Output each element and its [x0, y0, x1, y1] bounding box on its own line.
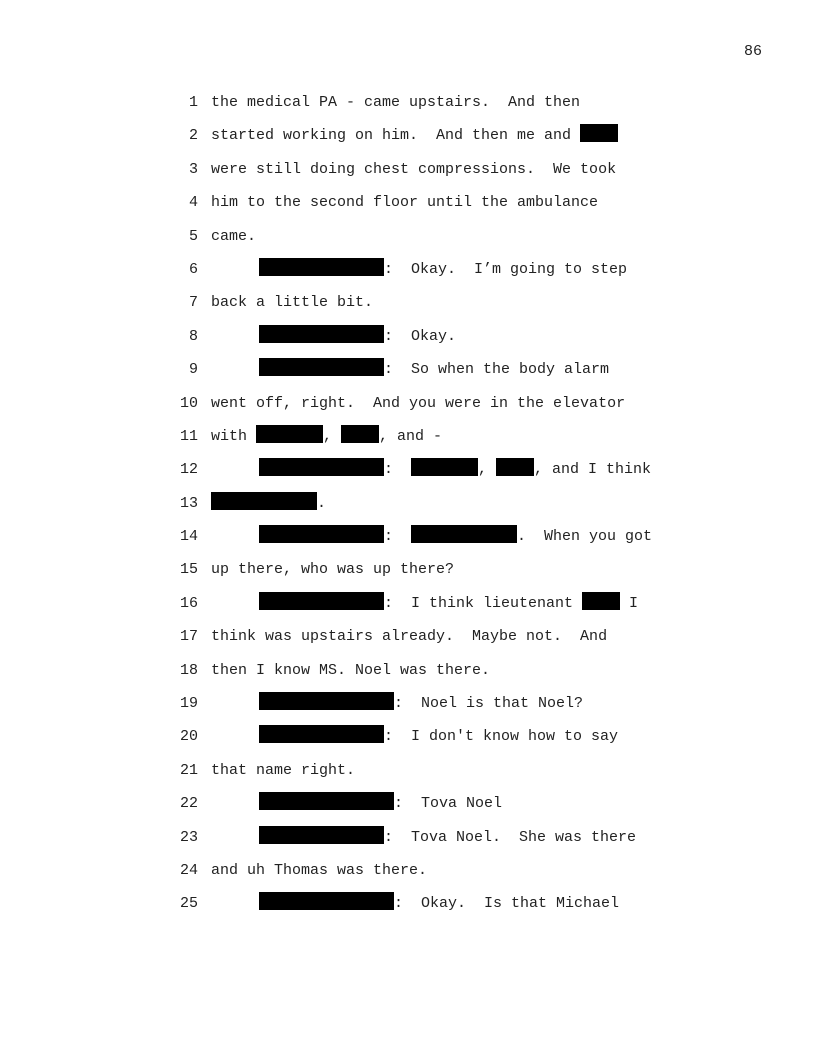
line-number: 3 — [188, 160, 198, 178]
text-segment: came. — [211, 227, 257, 245]
line-text — [259, 457, 651, 483]
line-number: 5 — [188, 227, 198, 245]
redaction-box — [259, 725, 384, 743]
line-number: 10 — [179, 394, 198, 412]
line-number: 16 — [179, 594, 198, 612]
line-number: 11 — [179, 427, 198, 445]
line-text — [211, 123, 618, 149]
text-segment: : So when the body alarm — [384, 361, 610, 379]
text-segment: , — [478, 461, 497, 479]
text-segment: then I know MS. Noel was there. — [211, 661, 491, 679]
redaction-box — [411, 525, 517, 543]
line-number: 25 — [179, 895, 198, 913]
redaction-box — [259, 325, 384, 343]
line-number: 22 — [179, 795, 198, 813]
transcript-line — [0, 658, 816, 691]
text-segment: that name right. — [211, 761, 356, 779]
text-segment: up there, who was up there? — [211, 561, 455, 579]
redaction-box — [341, 425, 379, 443]
transcript-line — [0, 691, 816, 724]
redaction-box — [211, 492, 317, 510]
line-text — [259, 257, 627, 283]
text-segment: with — [211, 427, 257, 445]
line-number: 4 — [188, 194, 198, 212]
text-segment: I — [620, 594, 639, 612]
transcript-line — [0, 190, 816, 223]
line-text — [259, 591, 638, 617]
line-number: 1 — [188, 94, 198, 111]
line-number: 7 — [188, 294, 198, 312]
transcript-line — [0, 524, 816, 557]
transcript-line — [0, 891, 816, 924]
text-segment: , and - — [379, 427, 443, 445]
line-number: 8 — [188, 327, 198, 345]
line-text — [211, 224, 256, 250]
line-text — [211, 858, 427, 884]
transcript-line — [0, 825, 816, 858]
page-number: 86 — [743, 43, 762, 60]
line-number: 23 — [179, 828, 198, 846]
transcript-line — [0, 557, 816, 590]
text-segment: : Okay. I’m going to step — [384, 260, 628, 278]
text-segment: : Okay. — [384, 327, 457, 345]
line-number: 15 — [179, 561, 198, 579]
redaction-box — [259, 792, 394, 810]
text-segment: started working on him. And then me and — [211, 127, 581, 145]
transcript-line — [0, 357, 816, 390]
transcript-line — [0, 290, 816, 323]
line-number: 17 — [179, 628, 198, 646]
text-segment: think was upstairs already. Maybe not. And — [211, 628, 608, 646]
transcript-line — [0, 791, 816, 824]
transcript-line — [0, 424, 816, 457]
transcript-line — [0, 123, 816, 156]
text-segment: : Tova Noel. She was there — [384, 828, 637, 846]
line-text — [259, 791, 502, 817]
line-text — [211, 190, 598, 216]
transcript-line — [0, 391, 816, 424]
line-number: 18 — [179, 661, 198, 679]
redaction-box — [259, 258, 384, 276]
text-segment: , — [323, 427, 342, 445]
transcript-line — [0, 324, 816, 357]
redaction-box — [259, 892, 394, 910]
transcript-line — [0, 858, 816, 891]
line-text — [211, 391, 625, 417]
line-number: 14 — [179, 528, 198, 546]
line-text — [259, 891, 619, 917]
line-text — [259, 524, 652, 550]
line-text — [259, 724, 618, 750]
redaction-box — [259, 458, 384, 476]
transcript-line — [0, 758, 816, 791]
text-segment: : I don't know how to say — [384, 728, 619, 746]
redaction-box — [411, 458, 478, 476]
line-text — [211, 624, 607, 650]
transcript-line — [0, 224, 816, 257]
redaction-box — [580, 124, 618, 142]
text-segment: , and I think — [534, 461, 652, 479]
line-number: 12 — [179, 461, 198, 479]
line-text — [211, 90, 580, 116]
transcript-line — [0, 257, 816, 290]
line-text — [259, 324, 456, 350]
redaction-box — [496, 458, 534, 476]
text-segment: : Tova Noel — [394, 795, 503, 813]
transcript-line — [0, 90, 816, 123]
line-number: 21 — [179, 761, 198, 779]
line-number: 6 — [188, 260, 198, 278]
text-segment: and uh Thomas was there. — [211, 861, 428, 879]
text-segment: . When you got — [517, 528, 653, 546]
text-segment: him to the second floor until the ambulance — [211, 194, 599, 212]
transcript-line — [0, 457, 816, 490]
text-segment: were still doing chest compressions. We took — [211, 160, 617, 178]
transcript-line — [0, 624, 816, 657]
line-text — [211, 491, 326, 517]
transcript-line — [0, 491, 816, 524]
text-segment: went off, right. And you were in the elevator — [211, 394, 626, 412]
text-segment: : I think lieutenant — [384, 594, 583, 612]
line-text — [211, 758, 355, 784]
line-number: 9 — [188, 361, 198, 379]
line-number: 19 — [179, 695, 198, 713]
redaction-box — [259, 525, 384, 543]
redaction-box — [259, 358, 384, 376]
line-text — [211, 157, 616, 183]
text-segment: back a little bit. — [211, 294, 374, 312]
transcript-body — [0, 90, 816, 925]
text-segment: : — [384, 461, 412, 479]
line-text — [211, 557, 454, 583]
text-segment: : — [384, 528, 412, 546]
redaction-box — [259, 692, 394, 710]
text-segment: . — [317, 494, 327, 512]
line-text — [211, 658, 490, 684]
text-segment: : Okay. Is that Michael — [394, 895, 620, 913]
redaction-box — [259, 592, 384, 610]
transcript-line — [0, 591, 816, 624]
line-number: 20 — [179, 728, 198, 746]
line-text — [259, 691, 583, 717]
line-text — [211, 290, 373, 316]
line-number: 24 — [179, 861, 198, 879]
redaction-box — [256, 425, 323, 443]
redaction-box — [259, 826, 384, 844]
text-segment: : Noel is that Noel? — [394, 695, 584, 713]
line-text — [259, 357, 609, 383]
line-number: 13 — [179, 494, 198, 512]
line-number: 2 — [188, 127, 198, 145]
line-text — [259, 825, 636, 851]
redaction-box — [582, 592, 620, 610]
line-text — [211, 424, 442, 450]
text-segment: the medical PA - came upstairs. And then — [211, 94, 581, 111]
transcript-line — [0, 157, 816, 190]
transcript-line — [0, 724, 816, 757]
